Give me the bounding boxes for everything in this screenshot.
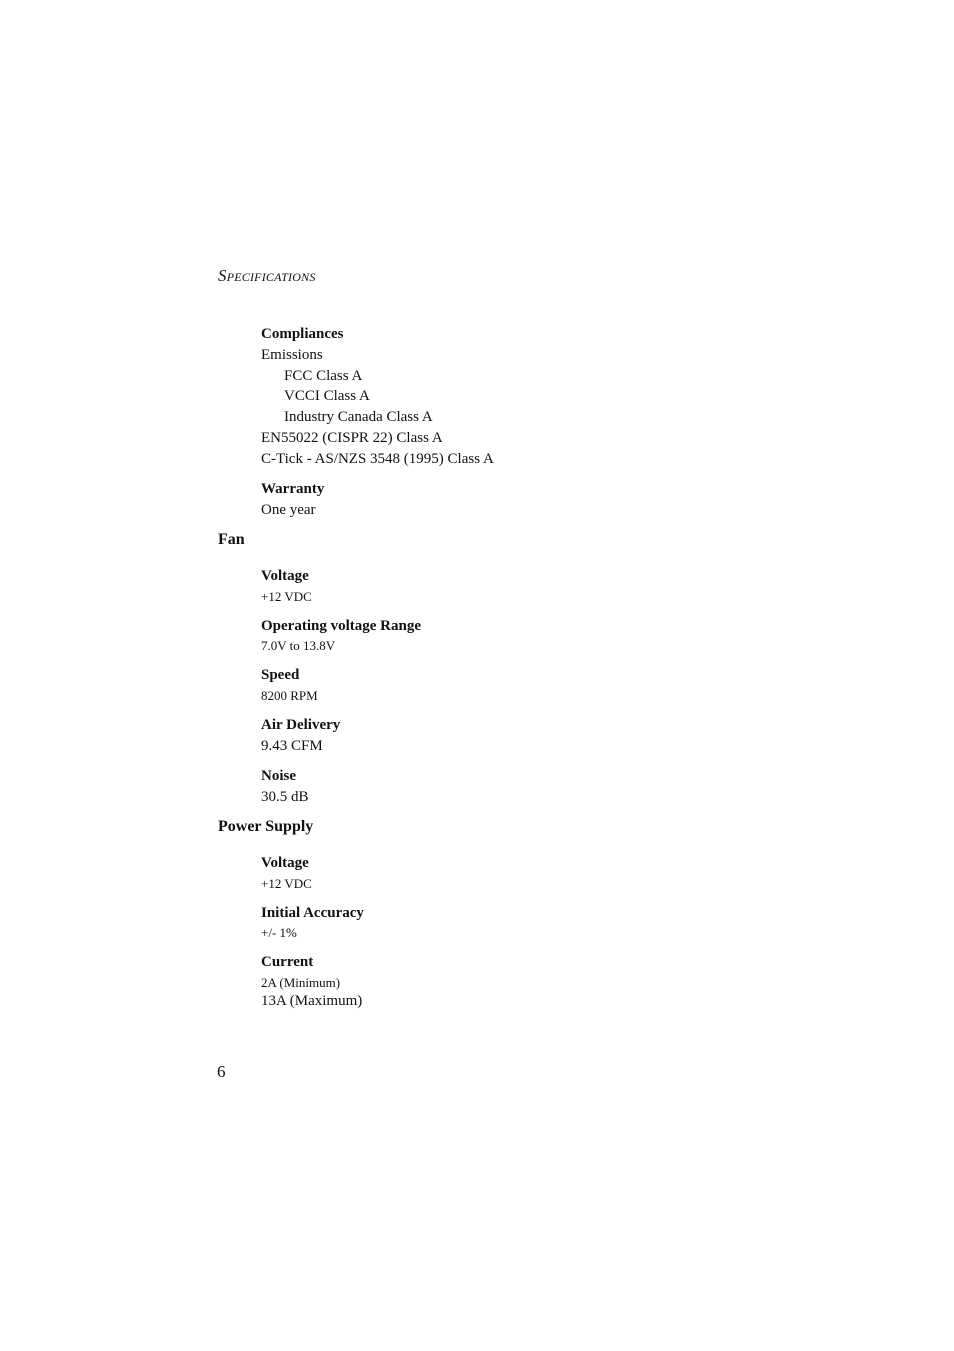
compliance-item: EN55022 (CISPR 22) Class A (261, 430, 443, 446)
fan-air-value: 9.43 CFM (261, 738, 323, 754)
emission-item: Industry Canada Class A (284, 409, 433, 425)
fan-op-range-label: Operating voltage Range (261, 618, 421, 634)
warranty-value: One year (261, 502, 316, 518)
fan-noise-label: Noise (261, 768, 296, 784)
fan-section-title: Fan (218, 531, 245, 548)
power-supply-section-title: Power Supply (218, 818, 314, 835)
fan-voltage-label: Voltage (261, 568, 309, 584)
ps-current-max: 13A (Maximum) (261, 993, 363, 1009)
ps-current-label: Current (261, 954, 314, 970)
compliance-item: C-Tick - AS/NZS 3548 (1995) Class A (261, 451, 494, 467)
warranty-label: Warranty (261, 481, 325, 497)
ps-accuracy-label: Initial Accuracy (261, 905, 364, 921)
running-head-initial: S (218, 266, 227, 285)
ps-current-min: 2A (Minimum) (261, 975, 341, 990)
fan-noise-value: 30.5 dB (261, 789, 309, 805)
ps-accuracy-value: +/- 1% (261, 925, 297, 940)
ps-voltage-value: +12 VDC (261, 876, 312, 891)
compliances-label: Compliances (261, 326, 344, 342)
running-head (218, 266, 316, 286)
page-number: 6 (217, 1062, 226, 1081)
fan-air-label: Air Delivery (261, 717, 341, 733)
fan-op-range-value: 7.0V to 13.8V (261, 638, 336, 653)
fan-voltage-value: +12 VDC (261, 589, 312, 604)
emissions-label: Emissions (261, 347, 323, 363)
emission-item: VCCI Class A (284, 388, 370, 404)
ps-voltage-label: Voltage (261, 855, 309, 871)
fan-speed-label: Speed (261, 667, 300, 683)
running-head-rest: PECIFICATIONS (226, 270, 316, 284)
fan-speed-value: 8200 RPM (261, 688, 318, 703)
emission-item: FCC Class A (284, 368, 363, 384)
